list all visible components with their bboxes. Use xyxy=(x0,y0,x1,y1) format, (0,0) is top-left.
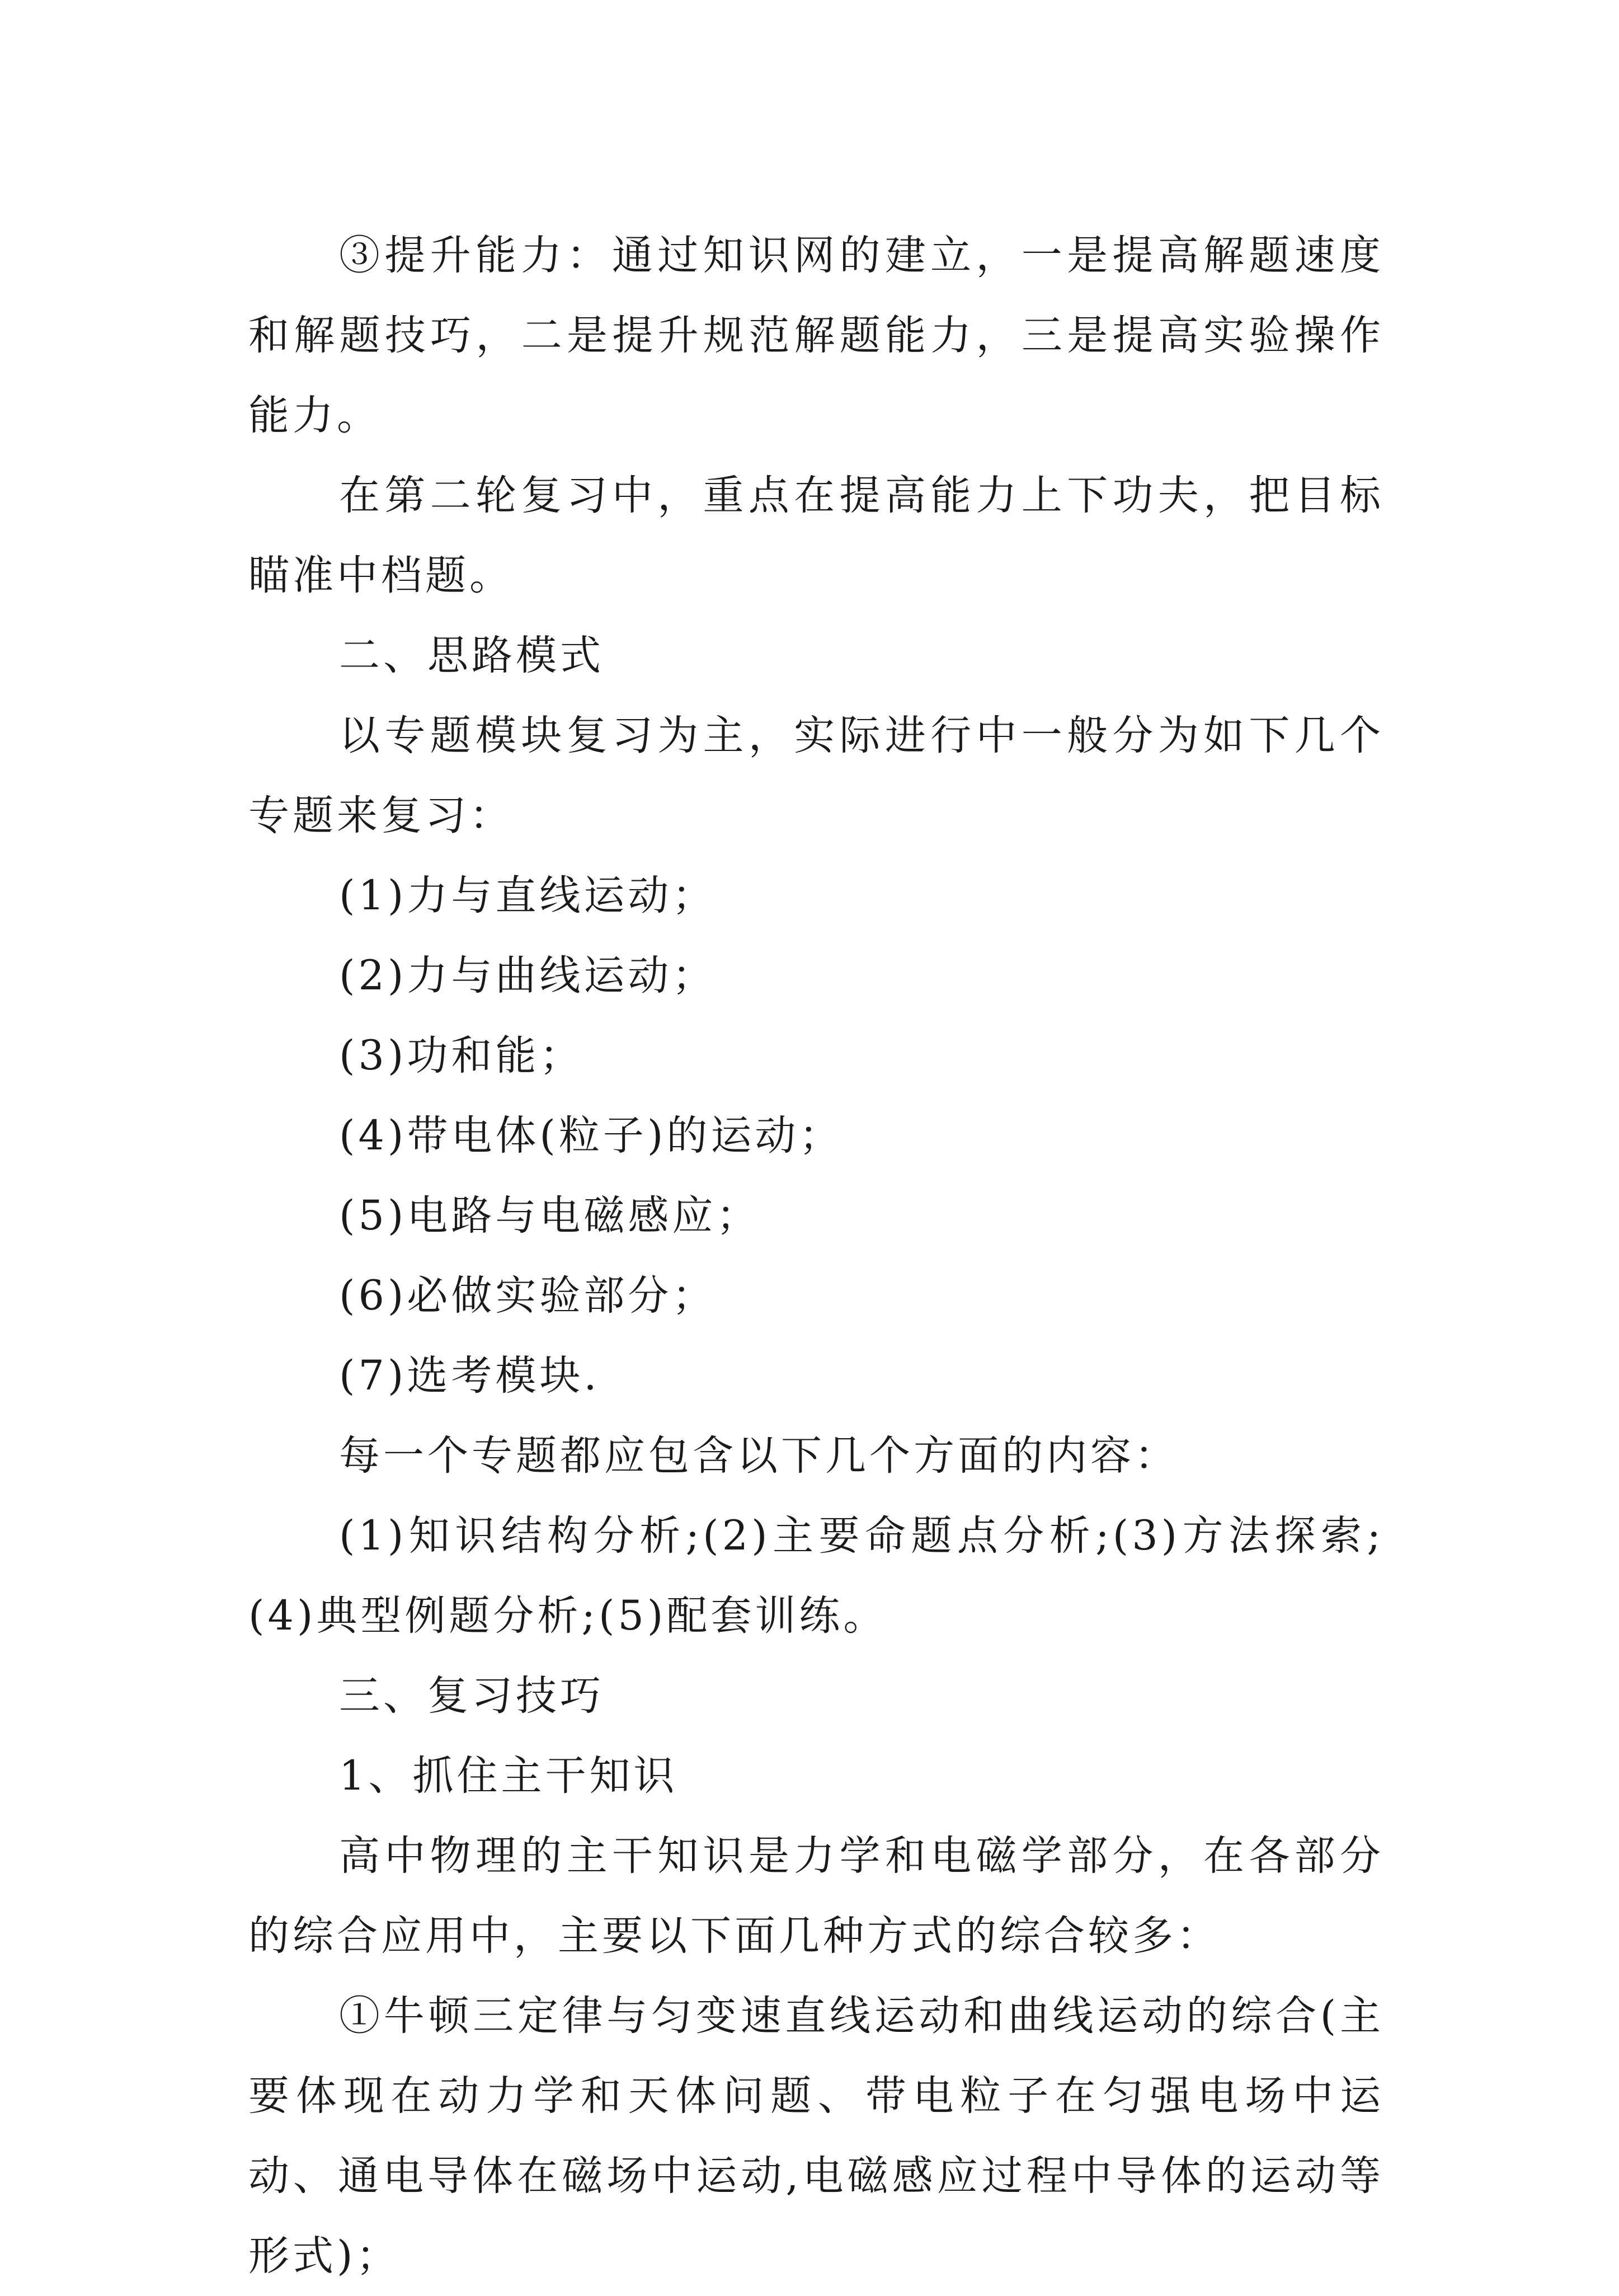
list-item-force-curved-motion: (2)力与曲线运动； xyxy=(339,952,717,999)
paragraph-topic-module-review: 以专题模块复习为主，实际进行中一般分为如下几个专题来复习： xyxy=(248,712,1384,839)
paragraph-improve-ability: ③提升能力：通过知识网的建立，一是提高解题速度和解题技巧，二是提升规范解题能力，三是提高实验操作能力。 xyxy=(248,232,1384,439)
paragraph-second-round-review: 在第二轮复习中，重点在提高能力上下功夫，把目标瞄准中档题。 xyxy=(248,472,1384,599)
section-heading-thinking-mode: 二、思路模式 xyxy=(339,632,604,679)
list-item-elective-module: (7)选考模块. xyxy=(339,1352,600,1400)
paragraph-main-knowledge: 高中物理的主干知识是力学和电磁学部分，在各部分的综合应用中，主要以下面几种方式的综合较多： xyxy=(248,1832,1384,1960)
document-body xyxy=(248,215,1384,2296)
section-heading-review-skills: 三、复习技巧 xyxy=(339,1672,604,1720)
list-item-circuit-induction: (5)电路与电磁感应； xyxy=(339,1192,761,1239)
paragraph-topic-aspects: (1)知识结构分析;(2)主要命题点分析;(3)方法探索;(4)典型例题分析;(5)配套训练。 xyxy=(248,1512,1384,1640)
list-item-charged-particle-motion: (4)带电体(粒子)的运动； xyxy=(339,1112,844,1159)
paragraph-topic-contents: 每一个专题都应包含以下几个方面的内容： xyxy=(339,1432,1179,1480)
subheading-main-knowledge: 1、抓住主干知识 xyxy=(339,1752,678,1800)
list-item-required-experiments: (6)必做实验部分； xyxy=(339,1272,717,1320)
list-item-force-linear-motion: (1)力与直线运动； xyxy=(339,872,717,919)
paragraph-newton-laws-combination: ①牛顿三定律与匀变速直线运动和曲线运动的综合(主要体现在动力学和天体问题、带电粒子在匀强电场中运动、通电导体在磁场中运动,电磁感应过程中导体的运动等形式)； xyxy=(248,1992,1384,2280)
list-item-work-energy: (3)功和能； xyxy=(339,1032,584,1079)
